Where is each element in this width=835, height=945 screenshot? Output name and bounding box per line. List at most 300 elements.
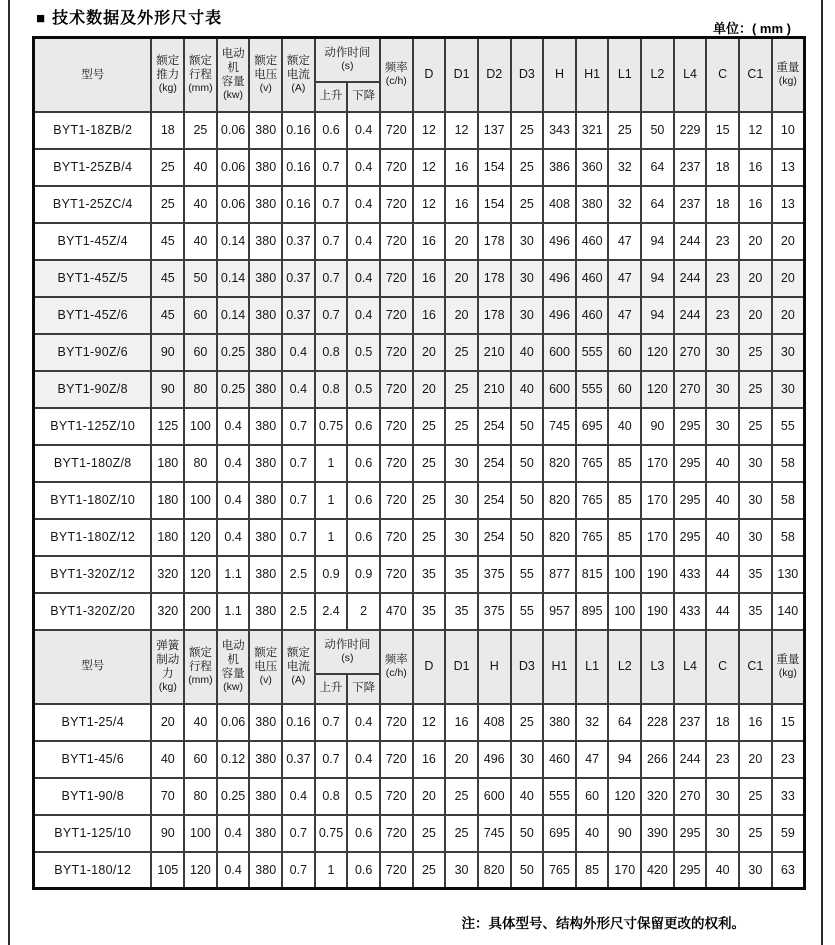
- value-cell: 765: [576, 445, 609, 482]
- value-cell: 154: [478, 149, 511, 186]
- value-cell: 0.12: [217, 741, 250, 778]
- value-cell: 720: [380, 815, 413, 852]
- header-text-line: 额定: [254, 647, 278, 660]
- col-header-fall: [347, 674, 380, 704]
- value-cell: 120: [184, 852, 217, 889]
- value-cell: 895: [576, 593, 609, 630]
- header-text-line: C: [718, 658, 728, 673]
- col-header-spec-1: [184, 38, 217, 112]
- value-cell: 380: [249, 186, 282, 223]
- value-cell: 16: [739, 149, 772, 186]
- value-cell: 47: [608, 223, 641, 260]
- value-cell: 720: [380, 482, 413, 519]
- header-text-line: 上升: [319, 90, 343, 103]
- header-text-line: D2: [486, 67, 503, 82]
- value-cell: 30: [739, 445, 772, 482]
- value-cell: 90: [151, 815, 184, 852]
- value-cell: 25: [739, 371, 772, 408]
- value-cell: 105: [151, 852, 184, 889]
- col-header-dim-l1: [576, 630, 609, 704]
- header-text-line: D3: [518, 658, 535, 673]
- value-cell: 25: [413, 445, 446, 482]
- header-text-line: 电动机: [221, 640, 245, 667]
- value-cell: 190: [641, 556, 674, 593]
- value-cell: 18: [151, 112, 184, 149]
- value-cell: 45: [151, 260, 184, 297]
- page-edge-line-right: [821, 0, 823, 945]
- value-cell: 15: [706, 112, 739, 149]
- value-cell: 120: [184, 519, 217, 556]
- value-cell: 60: [608, 334, 641, 371]
- value-cell: 765: [576, 519, 609, 556]
- value-cell: 120: [608, 778, 641, 815]
- value-cell: 13: [772, 149, 805, 186]
- table-row: [34, 408, 805, 445]
- value-cell: 695: [543, 815, 576, 852]
- value-cell: 44: [706, 593, 739, 630]
- value-cell: 0.8: [315, 778, 348, 815]
- value-cell: 380: [543, 704, 576, 741]
- value-cell: 30: [511, 260, 544, 297]
- value-cell: 20: [445, 297, 478, 334]
- value-cell: 380: [249, 852, 282, 889]
- value-cell: 295: [674, 519, 707, 556]
- value-cell: 244: [674, 223, 707, 260]
- model-cell: BYT1-25/4: [34, 704, 152, 741]
- value-cell: 1: [315, 519, 348, 556]
- value-cell: 33: [772, 778, 805, 815]
- value-cell: 50: [184, 260, 217, 297]
- table-row: [34, 704, 805, 741]
- value-cell: 237: [674, 186, 707, 223]
- header-text-line: 电动机: [221, 48, 245, 75]
- model-cell: BYT1-45Z/4: [34, 223, 152, 260]
- col-header-dim-l4: [674, 38, 707, 112]
- value-cell: 47: [576, 741, 609, 778]
- value-cell: 170: [641, 519, 674, 556]
- model-cell: BYT1-180Z/10: [34, 482, 152, 519]
- value-cell: 12: [413, 704, 446, 741]
- header-text-line: (kg): [778, 667, 797, 680]
- model-cell: BYT1-45/6: [34, 741, 152, 778]
- value-cell: 380: [249, 519, 282, 556]
- header-text-line: L2: [617, 658, 632, 673]
- value-cell: 375: [478, 593, 511, 630]
- value-cell: 360: [576, 149, 609, 186]
- value-cell: 120: [184, 556, 217, 593]
- value-cell: 320: [641, 778, 674, 815]
- value-cell: 0.9: [347, 556, 380, 593]
- table-row: [34, 297, 805, 334]
- value-cell: 2.5: [282, 593, 315, 630]
- value-cell: 0.4: [282, 371, 315, 408]
- page-title-text: 技术数据及外形尺寸表: [52, 10, 223, 27]
- value-cell: 745: [543, 408, 576, 445]
- value-cell: 0.06: [217, 112, 250, 149]
- value-cell: 496: [543, 223, 576, 260]
- value-cell: 25: [511, 704, 544, 741]
- value-cell: 154: [478, 186, 511, 223]
- value-cell: 120: [641, 371, 674, 408]
- value-cell: 237: [674, 704, 707, 741]
- value-cell: 470: [380, 593, 413, 630]
- value-cell: 1.1: [217, 593, 250, 630]
- value-cell: 23: [706, 741, 739, 778]
- value-cell: 765: [576, 482, 609, 519]
- value-cell: 60: [184, 741, 217, 778]
- value-cell: 0.06: [217, 186, 250, 223]
- col-header-spec-1: [184, 630, 217, 704]
- model-cell: BYT1-180/12: [34, 852, 152, 889]
- col-header-dim-c1: [739, 630, 772, 704]
- table-row: [34, 334, 805, 371]
- col-header-dim-l1: [608, 38, 641, 112]
- value-cell: 100: [184, 408, 217, 445]
- value-cell: 30: [445, 445, 478, 482]
- value-cell: 254: [478, 482, 511, 519]
- table-row: [34, 778, 805, 815]
- value-cell: 40: [184, 704, 217, 741]
- unit-label: 单位：( mm ): [712, 21, 791, 36]
- value-cell: 0.8: [315, 334, 348, 371]
- value-cell: 16: [413, 260, 446, 297]
- value-cell: 244: [674, 260, 707, 297]
- value-cell: 270: [674, 334, 707, 371]
- value-cell: 0.4: [217, 408, 250, 445]
- col-header-spec-0: [151, 38, 184, 112]
- value-cell: 25: [445, 815, 478, 852]
- value-cell: 25: [739, 408, 772, 445]
- value-cell: 496: [478, 741, 511, 778]
- value-cell: 59: [772, 815, 805, 852]
- value-cell: 50: [511, 815, 544, 852]
- value-cell: 20: [151, 704, 184, 741]
- value-cell: 180: [151, 482, 184, 519]
- header-text-line: L2: [650, 67, 665, 82]
- header-text-line: C: [718, 67, 728, 82]
- model-cell: BYT1-25ZB/4: [34, 149, 152, 186]
- value-cell: 18: [706, 149, 739, 186]
- value-cell: 0.4: [347, 704, 380, 741]
- value-cell: 229: [674, 112, 707, 149]
- value-cell: 0.75: [315, 815, 348, 852]
- header-text-line: (kg): [778, 75, 797, 88]
- value-cell: 40: [184, 149, 217, 186]
- value-cell: 244: [674, 297, 707, 334]
- value-cell: 408: [478, 704, 511, 741]
- value-cell: 720: [380, 778, 413, 815]
- value-cell: 25: [413, 482, 446, 519]
- header-text-line: D1: [453, 658, 470, 673]
- header-text-line: 推力: [156, 69, 180, 82]
- value-cell: 2.5: [282, 556, 315, 593]
- value-cell: 380: [576, 186, 609, 223]
- value-cell: 30: [772, 371, 805, 408]
- value-cell: 40: [511, 371, 544, 408]
- header-text-line: D3: [518, 67, 535, 82]
- value-cell: 60: [576, 778, 609, 815]
- value-cell: 85: [576, 852, 609, 889]
- model-cell: BYT1-320Z/12: [34, 556, 152, 593]
- value-cell: 820: [543, 519, 576, 556]
- value-cell: 0.7: [315, 704, 348, 741]
- value-cell: 16: [445, 149, 478, 186]
- value-cell: 0.25: [217, 371, 250, 408]
- value-cell: 140: [772, 593, 805, 630]
- value-cell: 0.5: [347, 334, 380, 371]
- col-header-spec-2: [217, 38, 250, 112]
- value-cell: 380: [249, 149, 282, 186]
- value-cell: 55: [511, 556, 544, 593]
- value-cell: 0.7: [282, 852, 315, 889]
- col-header-dim-l4: [674, 630, 707, 704]
- value-cell: 0.4: [217, 482, 250, 519]
- value-cell: 0.5: [347, 371, 380, 408]
- value-cell: 1: [315, 852, 348, 889]
- value-cell: 16: [739, 186, 772, 223]
- col-header-dim-d2: [478, 38, 511, 112]
- value-cell: 30: [706, 815, 739, 852]
- value-cell: 957: [543, 593, 576, 630]
- header-text-line: 额定: [286, 647, 310, 660]
- value-cell: 16: [739, 704, 772, 741]
- value-cell: 295: [674, 852, 707, 889]
- value-cell: 0.4: [347, 186, 380, 223]
- value-cell: 720: [380, 112, 413, 149]
- col-header-spec-4: [282, 38, 315, 112]
- value-cell: 496: [543, 297, 576, 334]
- value-cell: 0.37: [282, 223, 315, 260]
- value-cell: 380: [249, 741, 282, 778]
- col-header-dim-l2: [641, 38, 674, 112]
- value-cell: 45: [151, 223, 184, 260]
- model-cell: BYT1-25ZC/4: [34, 186, 152, 223]
- value-cell: 380: [249, 371, 282, 408]
- table-row: [34, 371, 805, 408]
- value-cell: 20: [772, 223, 805, 260]
- col-header-dim-d1: [445, 630, 478, 704]
- value-cell: 20: [772, 297, 805, 334]
- value-cell: 270: [674, 778, 707, 815]
- value-cell: 0.7: [282, 519, 315, 556]
- header-text-line: D: [424, 67, 434, 82]
- model-cell: BYT1-320Z/20: [34, 593, 152, 630]
- header-text-line: H: [554, 67, 564, 82]
- col-header-model: [34, 630, 152, 704]
- header-text-line: 型号: [81, 660, 105, 673]
- value-cell: 70: [151, 778, 184, 815]
- value-cell: 60: [608, 371, 641, 408]
- value-cell: 25: [739, 815, 772, 852]
- value-cell: 10: [772, 112, 805, 149]
- value-cell: 178: [478, 297, 511, 334]
- value-cell: 25: [511, 112, 544, 149]
- value-cell: 1: [315, 482, 348, 519]
- header-text-line: (s): [341, 652, 354, 665]
- value-cell: 23: [706, 223, 739, 260]
- value-cell: 125: [151, 408, 184, 445]
- value-cell: 433: [674, 556, 707, 593]
- col-header-dim-d3: [511, 38, 544, 112]
- model-cell: BYT1-125Z/10: [34, 408, 152, 445]
- value-cell: 555: [576, 334, 609, 371]
- value-cell: 210: [478, 334, 511, 371]
- header-text-line: C1: [747, 67, 764, 82]
- value-cell: 408: [543, 186, 576, 223]
- value-cell: 16: [413, 741, 446, 778]
- value-cell: 40: [706, 482, 739, 519]
- value-cell: 90: [641, 408, 674, 445]
- value-cell: 35: [445, 593, 478, 630]
- value-cell: 375: [478, 556, 511, 593]
- col-header-dim-d3: [511, 630, 544, 704]
- value-cell: 23: [706, 260, 739, 297]
- header-text-line: L4: [683, 658, 697, 673]
- header-text-line: (s): [341, 60, 354, 73]
- header-text-line: 电压: [254, 69, 278, 82]
- model-cell: BYT1-45Z/5: [34, 260, 152, 297]
- value-cell: 0.6: [347, 408, 380, 445]
- col-header-dim-d: [413, 630, 446, 704]
- col-header-spec-2: [217, 630, 250, 704]
- col-header-spec-3: [249, 38, 282, 112]
- model-cell: BYT1-180Z/8: [34, 445, 152, 482]
- value-cell: 0.4: [217, 815, 250, 852]
- value-cell: 600: [543, 334, 576, 371]
- value-cell: 100: [184, 482, 217, 519]
- table-row: [34, 815, 805, 852]
- value-cell: 40: [184, 186, 217, 223]
- value-cell: 30: [706, 408, 739, 445]
- value-cell: 64: [641, 149, 674, 186]
- col-header-dim-d: [413, 38, 446, 112]
- col-header-dim-c: [706, 630, 739, 704]
- value-cell: 63: [772, 852, 805, 889]
- header-text-line: 频率: [384, 62, 408, 75]
- value-cell: 170: [608, 852, 641, 889]
- value-cell: 0.25: [217, 778, 250, 815]
- value-cell: 94: [641, 297, 674, 334]
- value-cell: 0.4: [347, 297, 380, 334]
- value-cell: 20: [445, 223, 478, 260]
- header-text-line: D: [424, 658, 434, 673]
- value-cell: 25: [151, 149, 184, 186]
- value-cell: 720: [380, 408, 413, 445]
- header-text-line: (kw): [223, 681, 243, 694]
- value-cell: 266: [641, 741, 674, 778]
- header-text-line: H1: [551, 658, 568, 673]
- value-cell: 0.4: [217, 519, 250, 556]
- value-cell: 15: [772, 704, 805, 741]
- header-text-line: 电流: [286, 69, 310, 82]
- value-cell: 600: [543, 371, 576, 408]
- value-cell: 16: [413, 297, 446, 334]
- value-cell: 94: [608, 741, 641, 778]
- value-cell: 237: [674, 149, 707, 186]
- value-cell: 47: [608, 260, 641, 297]
- value-cell: 80: [184, 371, 217, 408]
- value-cell: 0.06: [217, 704, 250, 741]
- value-cell: 50: [511, 519, 544, 556]
- header-text-line: (kw): [223, 89, 243, 102]
- value-cell: 2.4: [315, 593, 348, 630]
- value-cell: 0.4: [282, 778, 315, 815]
- table-row: [34, 741, 805, 778]
- value-cell: 180: [151, 445, 184, 482]
- value-cell: 30: [706, 778, 739, 815]
- value-cell: 0.4: [347, 223, 380, 260]
- value-cell: 0.16: [282, 112, 315, 149]
- header-text-line: L4: [683, 67, 697, 82]
- value-cell: 55: [772, 408, 805, 445]
- value-cell: 0.75: [315, 408, 348, 445]
- value-cell: 80: [184, 778, 217, 815]
- value-cell: 0.8: [315, 371, 348, 408]
- col-header-dim-d1: [445, 38, 478, 112]
- value-cell: 12: [445, 112, 478, 149]
- value-cell: 244: [674, 741, 707, 778]
- value-cell: 0.9: [315, 556, 348, 593]
- header-text-line: 行程: [188, 661, 212, 674]
- value-cell: 295: [674, 815, 707, 852]
- value-cell: 12: [739, 112, 772, 149]
- value-cell: 0.4: [347, 260, 380, 297]
- value-cell: 58: [772, 482, 805, 519]
- header-text-line: D1: [453, 67, 470, 82]
- value-cell: 25: [608, 112, 641, 149]
- value-cell: 380: [249, 593, 282, 630]
- value-cell: 30: [511, 223, 544, 260]
- model-cell: BYT1-90Z/8: [34, 371, 152, 408]
- value-cell: 0.14: [217, 260, 250, 297]
- header-text-line: 额定: [254, 55, 278, 68]
- value-cell: 20: [739, 741, 772, 778]
- header-text-line: (kg): [158, 681, 177, 694]
- header-text-line: L3: [650, 658, 665, 673]
- value-cell: 380: [249, 297, 282, 334]
- col-header-dim-c1: [739, 38, 772, 112]
- model-cell: BYT1-90Z/6: [34, 334, 152, 371]
- value-cell: 44: [706, 556, 739, 593]
- value-cell: 820: [478, 852, 511, 889]
- value-cell: 30: [772, 334, 805, 371]
- value-cell: 16: [445, 704, 478, 741]
- table-row: [34, 112, 805, 149]
- header-text-line: H1: [584, 67, 601, 82]
- value-cell: 20: [739, 297, 772, 334]
- col-header-weight: [772, 38, 805, 112]
- header-text-line: (kg): [158, 82, 177, 95]
- col-header-dim-c: [706, 38, 739, 112]
- value-cell: 50: [511, 482, 544, 519]
- value-cell: 270: [674, 371, 707, 408]
- value-cell: 90: [608, 815, 641, 852]
- value-cell: 32: [576, 704, 609, 741]
- title-bullet-icon: ■: [36, 10, 47, 27]
- value-cell: 0.7: [282, 482, 315, 519]
- value-cell: 0.16: [282, 186, 315, 223]
- value-cell: 0.7: [282, 815, 315, 852]
- value-cell: 12: [413, 186, 446, 223]
- value-cell: 295: [674, 445, 707, 482]
- value-cell: 130: [772, 556, 805, 593]
- value-cell: 380: [249, 260, 282, 297]
- value-cell: 0.6: [347, 852, 380, 889]
- value-cell: 190: [641, 593, 674, 630]
- technical-data-table: [32, 36, 806, 890]
- value-cell: 32: [608, 149, 641, 186]
- value-cell: 0.14: [217, 223, 250, 260]
